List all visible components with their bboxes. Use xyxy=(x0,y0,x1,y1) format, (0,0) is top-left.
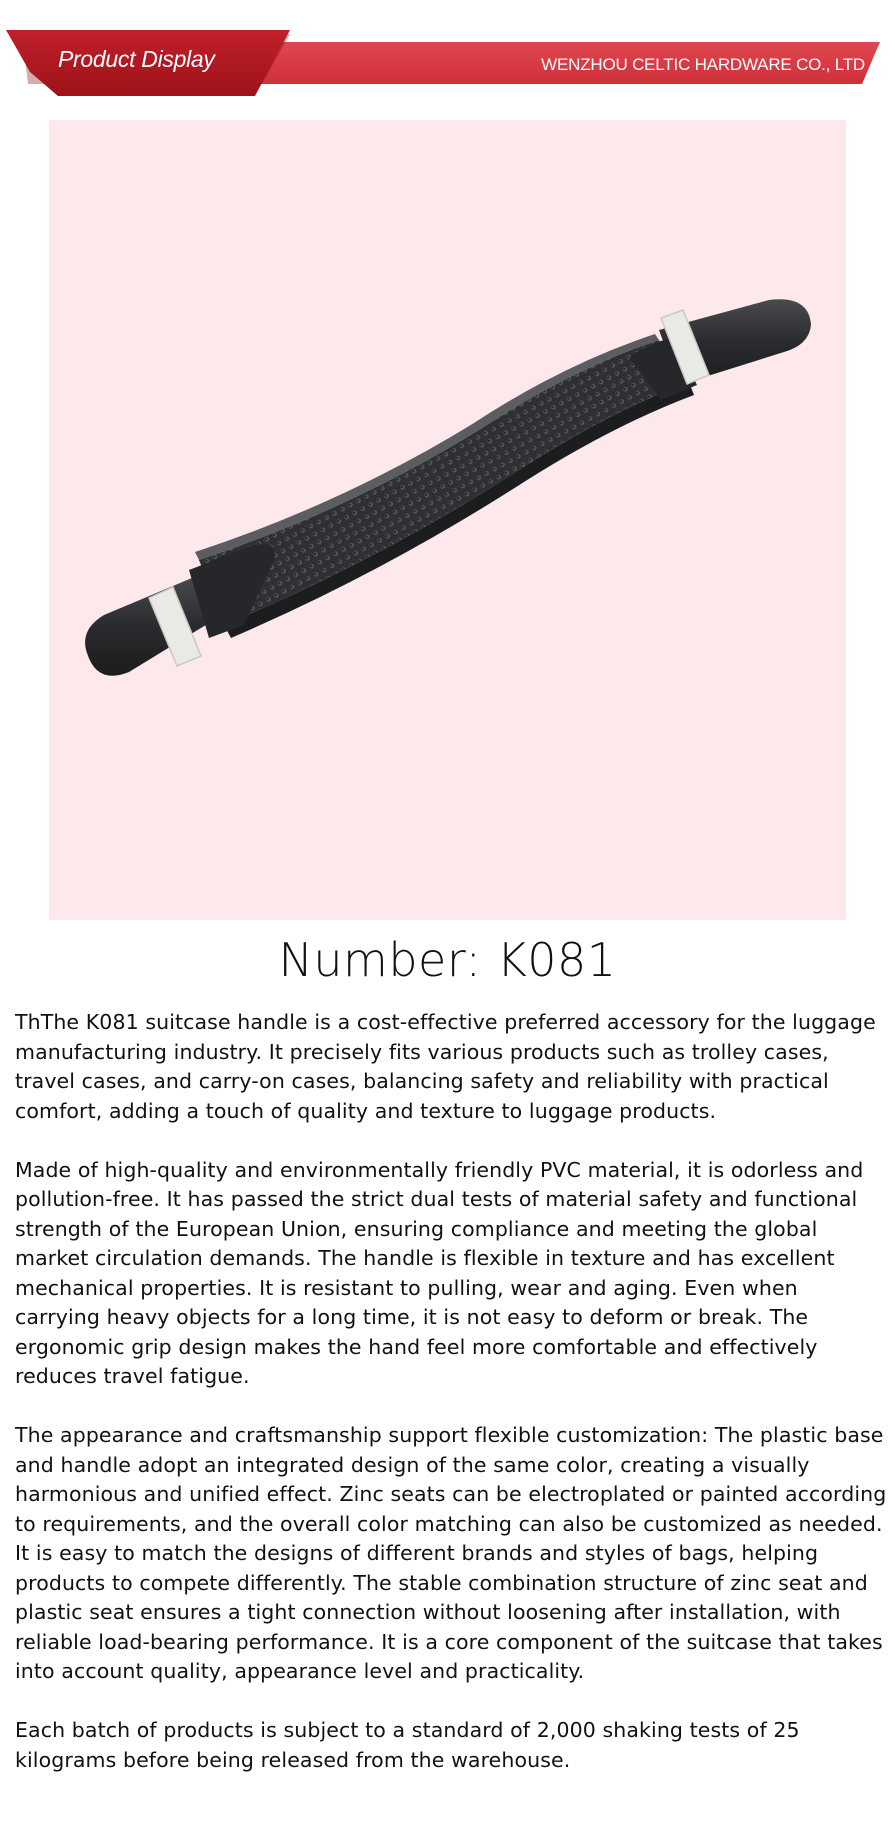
description-paragraph: Made of high-quality and environmentally friendly PVC material, it is odorless and pollution-free. It has passed the strict dual tests of material safety and functional strength of the European Union, ensuring compliance and meeting the global market circulation demands. The handle is flexible in texture and has excellent mechanical properties. It is resistant to pulling, wear and aging. Even when carrying heavy objects for a long time, it is not easy to deform or break. The ergonomic grip design makes the hand feel more comfortable and effectively reduces travel fatigue. xyxy=(15,1157,864,1388)
banner-title: Product Display xyxy=(58,46,215,72)
company-name: WENZHOU CELTIC HARDWARE CO., LTD xyxy=(541,55,865,74)
description-paragraph: Each batch of products is subject to a standard of 2,000 shaking tests of 25 kilograms before being released from the warehouse. xyxy=(15,1718,800,1772)
description-paragraph: ThThe K081 suitcase handle is a cost-effective preferred accessory for the luggage manufacturing industry. It precisely fits various products such as trolley cases, travel cases, and carry-on cases, balancing safety and reliability with practical comfort, adding a touch of quality and texture to luggage products. xyxy=(15,1010,876,1123)
product-description xyxy=(15,1008,887,1805)
description-paragraph: The appearance and craftsmanship support flexible customization: The plastic base and handle adopt an integrated design of the same color, creating a visually harmonious and unified effect. Zinc seats can be electroplated or painted according to requirements, and the overall color matching can also be customized as needed. It is easy to match the designs of different brands and styles of bags, helping products to compete differently. The stable combination structure of zinc seat and plastic seat ensures a tight connection without loosening after installation, with reliable load-bearing performance. It is a core component of the suitcase that takes into account quality, appearance level and practicality. xyxy=(15,1423,887,1683)
header-banner xyxy=(0,0,895,110)
product-image xyxy=(49,120,846,920)
product-number-heading: Number: K081 xyxy=(278,933,617,987)
suitcase-handle-icon xyxy=(49,120,846,920)
